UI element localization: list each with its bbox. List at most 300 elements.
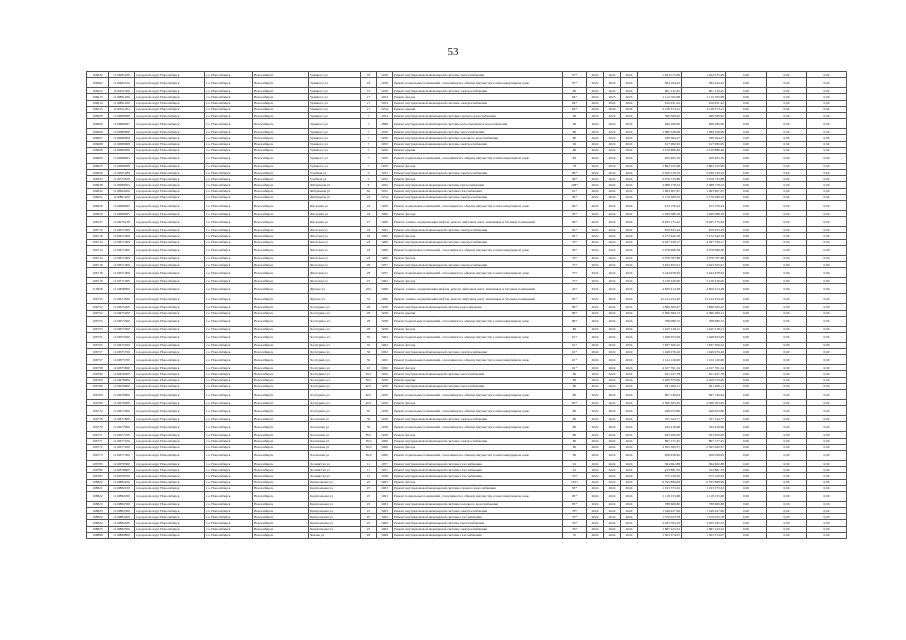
cell-y1: 2024 xyxy=(587,416,604,422)
table-row xyxy=(87,532,847,538)
cell-qty: 80 xyxy=(563,377,587,383)
cell-y1: 2024 xyxy=(587,239,604,245)
cell-code: 1110882200 xyxy=(109,491,135,501)
cell-total: 448 053,86 xyxy=(682,406,726,416)
cell-year: 1963 xyxy=(377,501,393,507)
cell-y3: 2024 xyxy=(621,377,638,383)
cell-b: 0,00 xyxy=(767,316,807,326)
cell-house: 40/1 xyxy=(361,383,377,389)
cell-a: 0,00 xyxy=(726,245,767,255)
cell-b: 0,00 xyxy=(767,261,807,267)
cell-total: 933 200,00 xyxy=(682,432,726,438)
cell-code: 1110671009 xyxy=(109,255,135,261)
cell-total: 384 164,45 xyxy=(682,78,726,88)
cell-y1: 2024 xyxy=(587,227,604,233)
cell-city: г.о. Новосибирск xyxy=(205,284,253,294)
cell-n: 106735 xyxy=(87,294,109,304)
cell-year: 1958 xyxy=(377,304,393,310)
cell-work: Ремонт внутридомовой инженерной системы теплоснабжения xyxy=(393,383,563,389)
cell-street: Урицкого ул xyxy=(309,119,361,129)
cell-work: Ремонт крыши xyxy=(393,147,563,153)
cell-code: 1110675300 xyxy=(109,316,135,326)
cell-y2: 2024 xyxy=(604,310,621,316)
cell-city: г.о. Новосибирск xyxy=(205,377,253,383)
cell-qty: 61* xyxy=(563,342,587,348)
cell-cost: 1 349 427,99 xyxy=(638,508,682,514)
cell-cost: 469 286,60 xyxy=(638,119,682,129)
cell-y2: 2024 xyxy=(604,383,621,389)
cell-work: Ремонт внутридомовой инженерной системы электроснабжения xyxy=(393,100,563,106)
cell-qty: 60 xyxy=(563,119,587,129)
cell-y2: 2024 xyxy=(604,163,621,169)
cell-y2: 2025 xyxy=(604,94,621,100)
cell-area: Новосибирск xyxy=(253,422,309,432)
cell-a: 0,00 xyxy=(726,88,767,94)
cell-qty: 83* xyxy=(563,501,587,507)
cell-work: Ремонт внутридомовой инженерной системы газоснабжения xyxy=(393,532,563,538)
cell-area: Новосибирск xyxy=(253,94,309,100)
cell-b: 0,00 xyxy=(767,520,807,526)
cell-code: 1110675200 xyxy=(109,310,135,316)
cell-year: 1958 xyxy=(377,416,393,422)
cell-code: 1110882400 xyxy=(109,514,135,520)
cell-code: 1110689900 xyxy=(109,147,135,153)
cell-mo: городской округ Новосибирск xyxy=(135,217,205,227)
cell-year: 1954 xyxy=(377,194,393,200)
cell-work: Ремонт фасада xyxy=(393,255,563,261)
cell-cost: 2 593 500,57 xyxy=(638,444,682,450)
cell-y2: 2024 xyxy=(604,432,621,438)
cell-a: 0,00 xyxy=(726,227,767,233)
cell-mo: городской округ Новосибирск xyxy=(135,508,205,514)
cell-area: Новосибирск xyxy=(253,371,309,377)
cell-total: 450 483,76 xyxy=(682,153,726,163)
cell-code: 1110677300 xyxy=(109,450,135,460)
cell-city: г.о. Новосибирск xyxy=(205,355,253,365)
cell-street: Халтурина ул xyxy=(309,365,361,371)
cell-code: 1110671009 xyxy=(109,233,135,239)
cell-b: 0,00 xyxy=(767,239,807,245)
cell-a: 0,00 xyxy=(726,514,767,520)
cell-work: Ремонт подвальных помещений, относящихся к общему имуществу в многоквартирном доме xyxy=(393,201,563,211)
cell-area: Новосибирск xyxy=(253,438,309,444)
cell-total: 897 177,45 xyxy=(682,438,726,444)
cell-y2: 2024 xyxy=(604,400,621,406)
cell-b: 0,00 xyxy=(767,278,807,284)
cell-qty: 76* xyxy=(563,520,587,526)
cell-work: Ремонт внутридомовой инженерной системы электроснабжения xyxy=(393,88,563,94)
cell-n: 106755 xyxy=(87,332,109,342)
cell-work: Ремонт внутридомовой инженерной системы газоснабжения xyxy=(393,514,563,520)
cell-y2: 2024 xyxy=(604,332,621,342)
cell-n: 106755 xyxy=(87,342,109,348)
cell-c: 0,00 xyxy=(807,491,847,501)
cell-code: 1110911200 xyxy=(109,88,135,94)
cell-n: 106769 xyxy=(87,400,109,406)
cell-mo: городской округ Новосибирск xyxy=(135,227,205,233)
cell-total: 1 503 374,07 xyxy=(682,532,726,538)
cell-y3: 2024 xyxy=(621,233,638,239)
cell-house: 25 xyxy=(361,526,377,532)
cell-year: 1959 xyxy=(377,400,393,406)
cell-b: 0,00 xyxy=(767,129,807,135)
cell-y1: 2024 xyxy=(587,532,604,538)
cell-work: Ремонт фасада xyxy=(393,479,563,485)
cell-year: 1958 xyxy=(377,326,393,332)
cell-b: 0,00 xyxy=(767,460,807,466)
cell-c: 0,00 xyxy=(807,188,847,194)
cell-mo: городской округ Новосибирск xyxy=(135,310,205,316)
cell-qty: 99* xyxy=(563,194,587,200)
cell-area: Новосибирск xyxy=(253,261,309,267)
cell-n: 108823 xyxy=(87,508,109,514)
cell-y2: 2024 xyxy=(604,194,621,200)
cell-city: г.о. Новосибирск xyxy=(205,526,253,532)
cell-n: 106625 xyxy=(87,163,109,169)
cell-qty: 76* xyxy=(563,514,587,520)
cell-mo: городской округ Новосибирск xyxy=(135,349,205,355)
cell-cost: 2 088 178,53 xyxy=(638,182,682,188)
cell-street: Флотская ул xyxy=(309,239,361,245)
cell-city: г.о. Новосибирск xyxy=(205,501,253,507)
cell-c: 0,00 xyxy=(807,532,847,538)
cell-y2: 2024 xyxy=(604,460,621,466)
cell-y1: 2024 xyxy=(587,294,604,304)
cell-city: г.о. Новосибирск xyxy=(205,141,253,147)
cell-a: 0,00 xyxy=(726,261,767,267)
cell-city: г.о. Новосибирск xyxy=(205,432,253,438)
table-row xyxy=(87,201,847,211)
cell-mo: городской округ Новосибирск xyxy=(135,371,205,377)
cell-area: Новосибирск xyxy=(253,377,309,383)
cell-year: 1954 xyxy=(377,100,393,106)
cell-b: 0,00 xyxy=(767,233,807,239)
cell-y3: 2024 xyxy=(621,444,638,450)
cell-c: 0,00 xyxy=(807,422,847,432)
cell-mo: городской округ Новосибирск xyxy=(135,278,205,284)
cell-total: 4 047 336,17 xyxy=(682,239,726,245)
cell-street: Флотская ул xyxy=(309,255,361,261)
cell-y1: 2024 xyxy=(587,514,604,520)
cell-code: 1110675500 xyxy=(109,342,135,348)
cell-n: 106613 xyxy=(87,94,109,100)
cell-area: Новосибирск xyxy=(253,332,309,342)
cell-y2: 2024 xyxy=(604,100,621,106)
cell-y1: 2024 xyxy=(587,332,604,342)
cell-mo: городской округ Новосибирск xyxy=(135,239,205,245)
cell-y3: 2024 xyxy=(621,278,638,284)
cell-c: 0,00 xyxy=(807,355,847,365)
cell-cost: 3 159 886,46 xyxy=(638,147,682,153)
cell-total: 1 924 575,09 xyxy=(682,72,726,78)
cell-street: Урицкого ул xyxy=(309,135,361,141)
cell-house: 36/1 xyxy=(361,432,377,438)
cell-work: Ремонт подвальных помещений, относящихся к общему имуществу в многоквартирном доме xyxy=(393,422,563,432)
cell-y1: 2024 xyxy=(587,501,604,507)
cell-mo: городской округ Новосибирск xyxy=(135,211,205,217)
cell-house: 45 xyxy=(361,406,377,416)
cell-year: 1962 xyxy=(377,227,393,233)
cell-work: Ремонт внутридомовой инженерной системы холодного водоснабжения xyxy=(393,135,563,141)
cell-y1: 2024 xyxy=(587,182,604,188)
cell-area: Новосибирск xyxy=(253,304,309,310)
cell-a: 0,00 xyxy=(726,491,767,501)
cell-year: 1963 xyxy=(377,491,393,501)
cell-a: 0,00 xyxy=(726,129,767,135)
cell-house: 7 xyxy=(361,163,377,169)
cell-y1: 2024 xyxy=(587,508,604,514)
cell-total: 617 082,95 xyxy=(682,141,726,147)
cell-qty: 80 xyxy=(563,432,587,438)
cell-work: Ремонт фасада xyxy=(393,278,563,284)
cell-n: 106607 xyxy=(87,135,109,141)
cell-year: 1958 xyxy=(377,310,393,316)
cell-b: 0,00 xyxy=(767,245,807,255)
cell-house: 18 xyxy=(361,211,377,217)
cell-house: 36 xyxy=(361,422,377,432)
cell-y2: 2024 xyxy=(604,245,621,255)
cell-house: 25 xyxy=(361,514,377,520)
cell-city: г.о. Новосибирск xyxy=(205,508,253,514)
cell-y1: 2024 xyxy=(587,467,604,473)
cell-cost: 15 414 254,20 xyxy=(638,294,682,304)
cell-qty: 61* xyxy=(563,365,587,371)
cell-code: 1110571900 xyxy=(109,278,135,284)
cell-y2: 2024 xyxy=(604,316,621,326)
cell-work: Ремонт фасада xyxy=(393,163,563,169)
cell-street: Халтурина ул xyxy=(309,371,361,377)
cell-n: 106656 xyxy=(87,201,109,211)
cell-y1: 2024 xyxy=(587,100,604,106)
cell-y3: 2024 xyxy=(621,332,638,342)
cell-total: 1 425 518,21 xyxy=(682,326,726,332)
cell-code: 1110911202 xyxy=(109,106,135,112)
cell-cost: 1 503 374,07 xyxy=(638,532,682,538)
cell-street: Флотская ул xyxy=(309,261,361,267)
cell-year: 1958 xyxy=(377,473,393,479)
cell-total: 701 544,77 xyxy=(682,416,726,422)
cell-city: г.о. Новосибирск xyxy=(205,261,253,267)
cell-c: 0,00 xyxy=(807,473,847,479)
cell-b: 0,00 xyxy=(767,485,807,491)
cell-a: 0,00 xyxy=(726,406,767,416)
cell-y3: 2024 xyxy=(621,416,638,422)
cell-y2: 2024 xyxy=(604,170,621,176)
cell-y2: 2024 xyxy=(604,416,621,422)
cell-city: г.о. Новосибирск xyxy=(205,416,253,422)
cell-code: 1110882400 xyxy=(109,520,135,526)
cell-city: г.о. Новосибирск xyxy=(205,78,253,88)
cell-qty: 75* xyxy=(563,278,587,284)
table-row xyxy=(87,119,847,129)
cell-y1: 2024 xyxy=(587,78,604,88)
cell-a: 0,00 xyxy=(726,526,767,532)
cell-a: 0,00 xyxy=(726,255,767,261)
cell-a: 0,00 xyxy=(726,390,767,400)
cell-y1: 2024 xyxy=(587,520,604,526)
cell-n: 106662 xyxy=(87,78,109,88)
cell-y3: 2024 xyxy=(621,227,638,233)
cell-year: 1958 xyxy=(377,78,393,88)
cell-y3: 2024 xyxy=(621,450,638,460)
cell-mo: городской округ Новосибирск xyxy=(135,233,205,239)
cell-house: 18 xyxy=(361,194,377,200)
cell-qty: 84* xyxy=(563,94,587,100)
cell-area: Новосибирск xyxy=(253,141,309,147)
cell-n: 106710 xyxy=(87,227,109,233)
cell-street: Фрунзе ул xyxy=(309,294,361,304)
cell-a: 0,00 xyxy=(726,182,767,188)
cell-street: Хасанская ул xyxy=(309,422,361,432)
cell-total: 1 112 763,98 xyxy=(682,94,726,100)
cell-code: 1110689906 xyxy=(109,129,135,135)
cell-qty: 80 xyxy=(563,406,587,416)
cell-b: 0,00 xyxy=(767,106,807,112)
cell-c: 0,00 xyxy=(807,176,847,182)
cell-cost: 951 027,78 xyxy=(638,371,682,377)
cell-b: 0,00 xyxy=(767,147,807,153)
cell-work: Ремонт подвальных помещений, относящихся к общему имуществу в многоквартирном доме xyxy=(393,153,563,163)
cell-house: 25 xyxy=(361,508,377,514)
cell-year: 1959 xyxy=(377,163,393,169)
cell-b: 0,00 xyxy=(767,153,807,163)
cell-qty: 90 xyxy=(563,141,587,147)
cell-code: 1110677200 xyxy=(109,444,135,450)
cell-c: 0,00 xyxy=(807,255,847,261)
cell-c: 0,00 xyxy=(807,278,847,284)
cell-qty: 80 xyxy=(563,444,587,450)
cell-y1: 2024 xyxy=(587,147,604,153)
cell-street: Урицкого ул xyxy=(309,106,361,112)
cell-mo: городской округ Новосибирск xyxy=(135,332,205,342)
cell-y3: 2024 xyxy=(621,211,638,217)
cell-city: г.о. Новосибирск xyxy=(205,316,253,326)
cell-work: Ремонт фасада xyxy=(393,94,563,100)
cell-code: 1110689005 xyxy=(109,211,135,217)
cell-code: 1110676000 xyxy=(109,377,135,383)
cell-n: 106626 xyxy=(87,170,109,176)
cell-area: Новосибирск xyxy=(253,119,309,129)
cell-street: Флотская ул xyxy=(309,268,361,278)
cell-year: 1969 xyxy=(377,284,393,294)
cell-y3: 2024 xyxy=(621,371,638,377)
cell-y2: 2024 xyxy=(604,182,621,188)
cell-city: г.о. Новосибирск xyxy=(205,294,253,304)
cell-b: 0,00 xyxy=(767,255,807,261)
cell-area: Новосибирск xyxy=(253,365,309,371)
cell-work: Ремонт фасада xyxy=(393,326,563,332)
cell-a: 0,00 xyxy=(726,326,767,332)
cell-year: 1966 xyxy=(377,255,393,261)
cell-a: 0,00 xyxy=(726,377,767,383)
cell-street: Халтурина ул xyxy=(309,342,361,348)
cell-y1: 2024 xyxy=(587,211,604,217)
cell-mo: городской округ Новосибирск xyxy=(135,182,205,188)
cell-y3: 2024 xyxy=(621,422,638,432)
cell-y2: 2024 xyxy=(604,422,621,432)
cell-c: 0,00 xyxy=(807,201,847,211)
cell-y2: 2024 xyxy=(604,450,621,460)
cell-year: 1960 xyxy=(377,450,393,460)
cell-a: 0,00 xyxy=(726,371,767,377)
cell-qty: 86* xyxy=(563,170,587,176)
cell-mo: городской округ Новосибирск xyxy=(135,72,205,78)
cell-y2: 2024 xyxy=(604,278,621,284)
cell-n: 106638 xyxy=(87,182,109,188)
cell-code: 1110671009 xyxy=(109,239,135,245)
cell-b: 0,00 xyxy=(767,438,807,444)
cell-city: г.о. Новосибирск xyxy=(205,400,253,406)
cell-qty: 84* xyxy=(563,100,587,106)
cell-cost: 2 078 968,38 xyxy=(638,245,682,255)
cell-cost: 1 869 300,47 xyxy=(638,304,682,310)
cell-n: 106758 xyxy=(87,365,109,371)
cell-area: Новосибирск xyxy=(253,72,309,78)
cell-a: 0,00 xyxy=(726,294,767,304)
cell-y2: 2024 xyxy=(604,514,621,520)
cell-y3: 2024 xyxy=(621,365,638,371)
cell-c: 0,00 xyxy=(807,450,847,460)
cell-qty: 80 xyxy=(563,416,587,422)
cell-street: Учебная ул xyxy=(309,176,361,182)
cell-c: 0,00 xyxy=(807,520,847,526)
cell-c: 0,00 xyxy=(807,88,847,94)
cell-n: 106656 xyxy=(87,211,109,217)
cell-code: 1110678600 xyxy=(109,467,135,473)
cell-n: 106787 xyxy=(87,473,109,479)
cell-y1: 2024 xyxy=(587,342,604,348)
cell-qty: 22* xyxy=(563,284,587,294)
cell-area: Новосибирск xyxy=(253,112,309,118)
cell-qty: 2011 xyxy=(563,479,587,485)
cell-c: 0,00 xyxy=(807,349,847,355)
cell-y2: 2024 xyxy=(604,326,621,332)
cell-street: Халтурина ул xyxy=(309,383,361,389)
cell-n: 106633 xyxy=(87,176,109,182)
cell-n: 106609 xyxy=(87,119,109,129)
cell-y2: 2024 xyxy=(604,390,621,400)
cell-total: 2 090 369,13 xyxy=(682,310,726,316)
cell-b: 0,00 xyxy=(767,416,807,422)
cell-y1: 2024 xyxy=(587,316,604,326)
cell-qty: 80 xyxy=(563,390,587,400)
cell-street: Учебная ул xyxy=(309,170,361,176)
cell-y2: 2024 xyxy=(604,147,621,153)
cell-work: Ремонт фасада xyxy=(393,432,563,438)
cell-a: 0,00 xyxy=(726,268,767,278)
cell-c: 0,00 xyxy=(807,163,847,169)
cell-a: 0,00 xyxy=(726,532,767,538)
cell-street: Халтурина ул xyxy=(309,400,361,406)
cell-y2: 2024 xyxy=(604,526,621,532)
cell-area: Новосибирск xyxy=(253,188,309,194)
cell-b: 0,00 xyxy=(767,78,807,88)
cell-n: 106778 xyxy=(87,416,109,422)
cell-total: 3 025 595,32 xyxy=(682,520,726,526)
cell-city: г.о. Новосибирск xyxy=(205,194,253,200)
cell-y1: 2024 xyxy=(587,450,604,460)
cell-a: 0,00 xyxy=(726,153,767,163)
cell-c: 0,00 xyxy=(807,501,847,507)
cell-y3: 2024 xyxy=(621,239,638,245)
cell-y2: 2026 xyxy=(604,106,621,112)
cell-y3: 2024 xyxy=(621,119,638,129)
cell-total: 1 122 126,00 xyxy=(682,355,726,365)
cell-total: 1 869 300,47 xyxy=(682,304,726,310)
cell-b: 0,00 xyxy=(767,163,807,169)
cell-city: г.о. Новосибирск xyxy=(205,479,253,485)
cell-city: г.о. Новосибирск xyxy=(205,227,253,233)
